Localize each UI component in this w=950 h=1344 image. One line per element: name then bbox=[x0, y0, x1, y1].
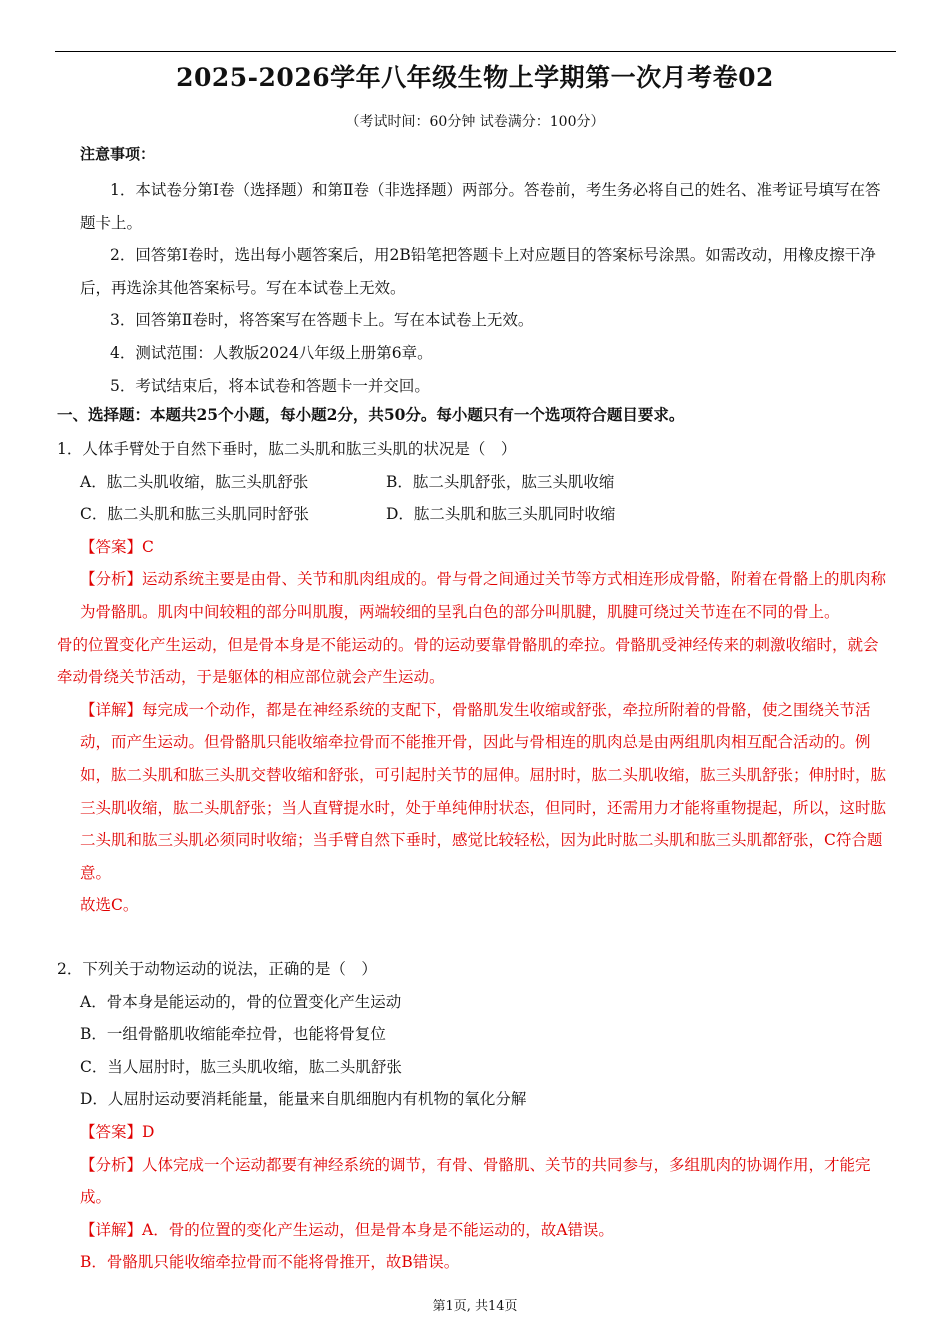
question-2-option-c: C．当人屈肘时，肱三头肌收缩，肱二头肌舒张 bbox=[80, 1057, 402, 1076]
header-rule bbox=[55, 51, 896, 52]
question-1-answer: 【答案】C bbox=[80, 537, 154, 556]
question-1-stem: 1．人体手臂处于自然下垂时，肱二头肌和肱三头肌的状况是（ ） bbox=[57, 440, 517, 458]
notice-list bbox=[80, 174, 895, 402]
question-1-option-d: D．肱二头肌和肱三头肌同时收缩 bbox=[386, 505, 616, 524]
question-1-analysis-cont: 骨的位置变化产生运动，但是骨本身是不能运动的。骨的运动要靠骨骼肌的牵拉。骨骼肌受神经传来的刺激收缩时，就会牵动骨绕关节活动，于是躯体的相应部位就会产生运动。 bbox=[57, 635, 879, 687]
question-1-analysis: 【分析】运动系统主要是由骨、关节和肌肉组成的。骨与骨之间通过关节等方式相连形成骨骼，附着在骨骼上的肌肉称为骨骼肌。肌肉中间较粗的部分叫肌腹，两端较细的呈乳白色的部分叫肌腱，肌腱可绕过关节连在不同的骨上。 bbox=[80, 570, 887, 621]
question-2-analysis: 【分析】人体完成一个运动都要有神经系统的调节，有骨、骨骼肌、关节的共同参与，多组肌肉的协调作用，才能完成。 bbox=[80, 1155, 871, 1207]
question-1-solution bbox=[57, 531, 887, 922]
question-2-option-d: D．人屈肘运动要消耗能量，能量来自肌细胞内有机物的氧化分解 bbox=[80, 1090, 527, 1109]
exam-info: （考试时间：60分钟 试卷满分：100分） bbox=[345, 114, 605, 130]
question-1-options-row-1 bbox=[57, 466, 887, 499]
page-title: 2025-2026学年八年级生物上学期第一次月考卷02 bbox=[176, 63, 774, 92]
notice-item-1: 1．本试卷分第Ⅰ卷（选择题）和第Ⅱ卷（非选择题）两部分。答卷前，考生务必将自己的姓名、准考证号填写在答题卡上。 bbox=[80, 181, 881, 232]
notice-item-5: 5．考试结束后，将本试卷和答题卡一并交回。 bbox=[110, 376, 430, 395]
question-1 bbox=[57, 433, 887, 922]
question-2-detail-a: 【详解】A．骨的位置的变化产生运动，但是骨本身是不能运动的，故A错误。 bbox=[80, 1220, 614, 1239]
question-1-detail: 【详解】每完成一个动作，都是在神经系统的支配下，骨骼肌发生收缩或舒张，牵拉所附着的骨骼，使之围绕关节活动，而产生运动。但骨骼肌只能收缩牵拉骨而不能推开骨，因此与骨相连的肌肉总是由两组肌肉相互配合活动的。例如，肱二头肌和肱三头肌交替收缩和舒张，可引起肘关节的屈伸。屈肘时，肱二头肌收缩，肱三头肌舒张；伸肘时，肱三头肌收缩，肱二头肌舒张；当人直臂提水时，处于单纯伸肘状态，但同时，还需用力才能将重物提起，所以，这时肱二头肌和肱三头肌必须同时收缩；当手臂自然下垂时，感觉比较轻松，因为此时肱二头肌和肱三头肌都舒张，C符合题意。 bbox=[80, 700, 887, 882]
page-footer: 第1页, 共14页 bbox=[432, 1299, 518, 1314]
notice-item-2: 2．回答第Ⅰ卷时，选出每小题答案后，用2B铅笔把答题卡上对应题目的答案标号涂黑。如需改动，用橡皮擦干净后，再选涂其他答案标号。写在本试卷上无效。 bbox=[80, 246, 876, 297]
question-2-solution bbox=[57, 1116, 887, 1279]
question-2-option-a: A．骨本身是能运动的，骨的位置变化产生运动 bbox=[80, 992, 402, 1011]
question-1-option-a: A．肱二头肌收缩，肱三头肌舒张 bbox=[80, 472, 309, 491]
notice-item-4: 4．测试范围：人教版2024八年级上册第6章。 bbox=[110, 343, 433, 362]
notice-item-3: 3．回答第Ⅱ卷时，将答案写在答题卡上。写在本试卷上无效。 bbox=[110, 311, 534, 330]
question-2 bbox=[57, 953, 887, 1279]
question-2-detail-b: B．骨骼肌只能收缩牵拉骨而不能将骨推开，故B错误。 bbox=[80, 1253, 460, 1272]
question-1-conclusion: 故选C。 bbox=[80, 896, 139, 915]
question-1-options-row-2 bbox=[57, 498, 887, 531]
question-1-option-b: B．肱二头肌舒张，肱三头肌收缩 bbox=[386, 472, 615, 491]
notice-heading: 注意事项： bbox=[80, 145, 156, 163]
question-1-option-c: C．肱二头肌和肱三头肌同时舒张 bbox=[80, 505, 309, 524]
question-2-answer: 【答案】D bbox=[80, 1122, 155, 1141]
question-2-stem: 2．下列关于动物运动的说法，正确的是（ ） bbox=[57, 960, 377, 978]
section-heading: 一、选择题：本题共25个小题，每小题2分，共50分。每小题只有一个选项符合题目要求。 bbox=[57, 405, 685, 424]
question-2-option-b: B．一组骨骼肌收缩能牵拉骨，也能将骨复位 bbox=[80, 1025, 386, 1044]
